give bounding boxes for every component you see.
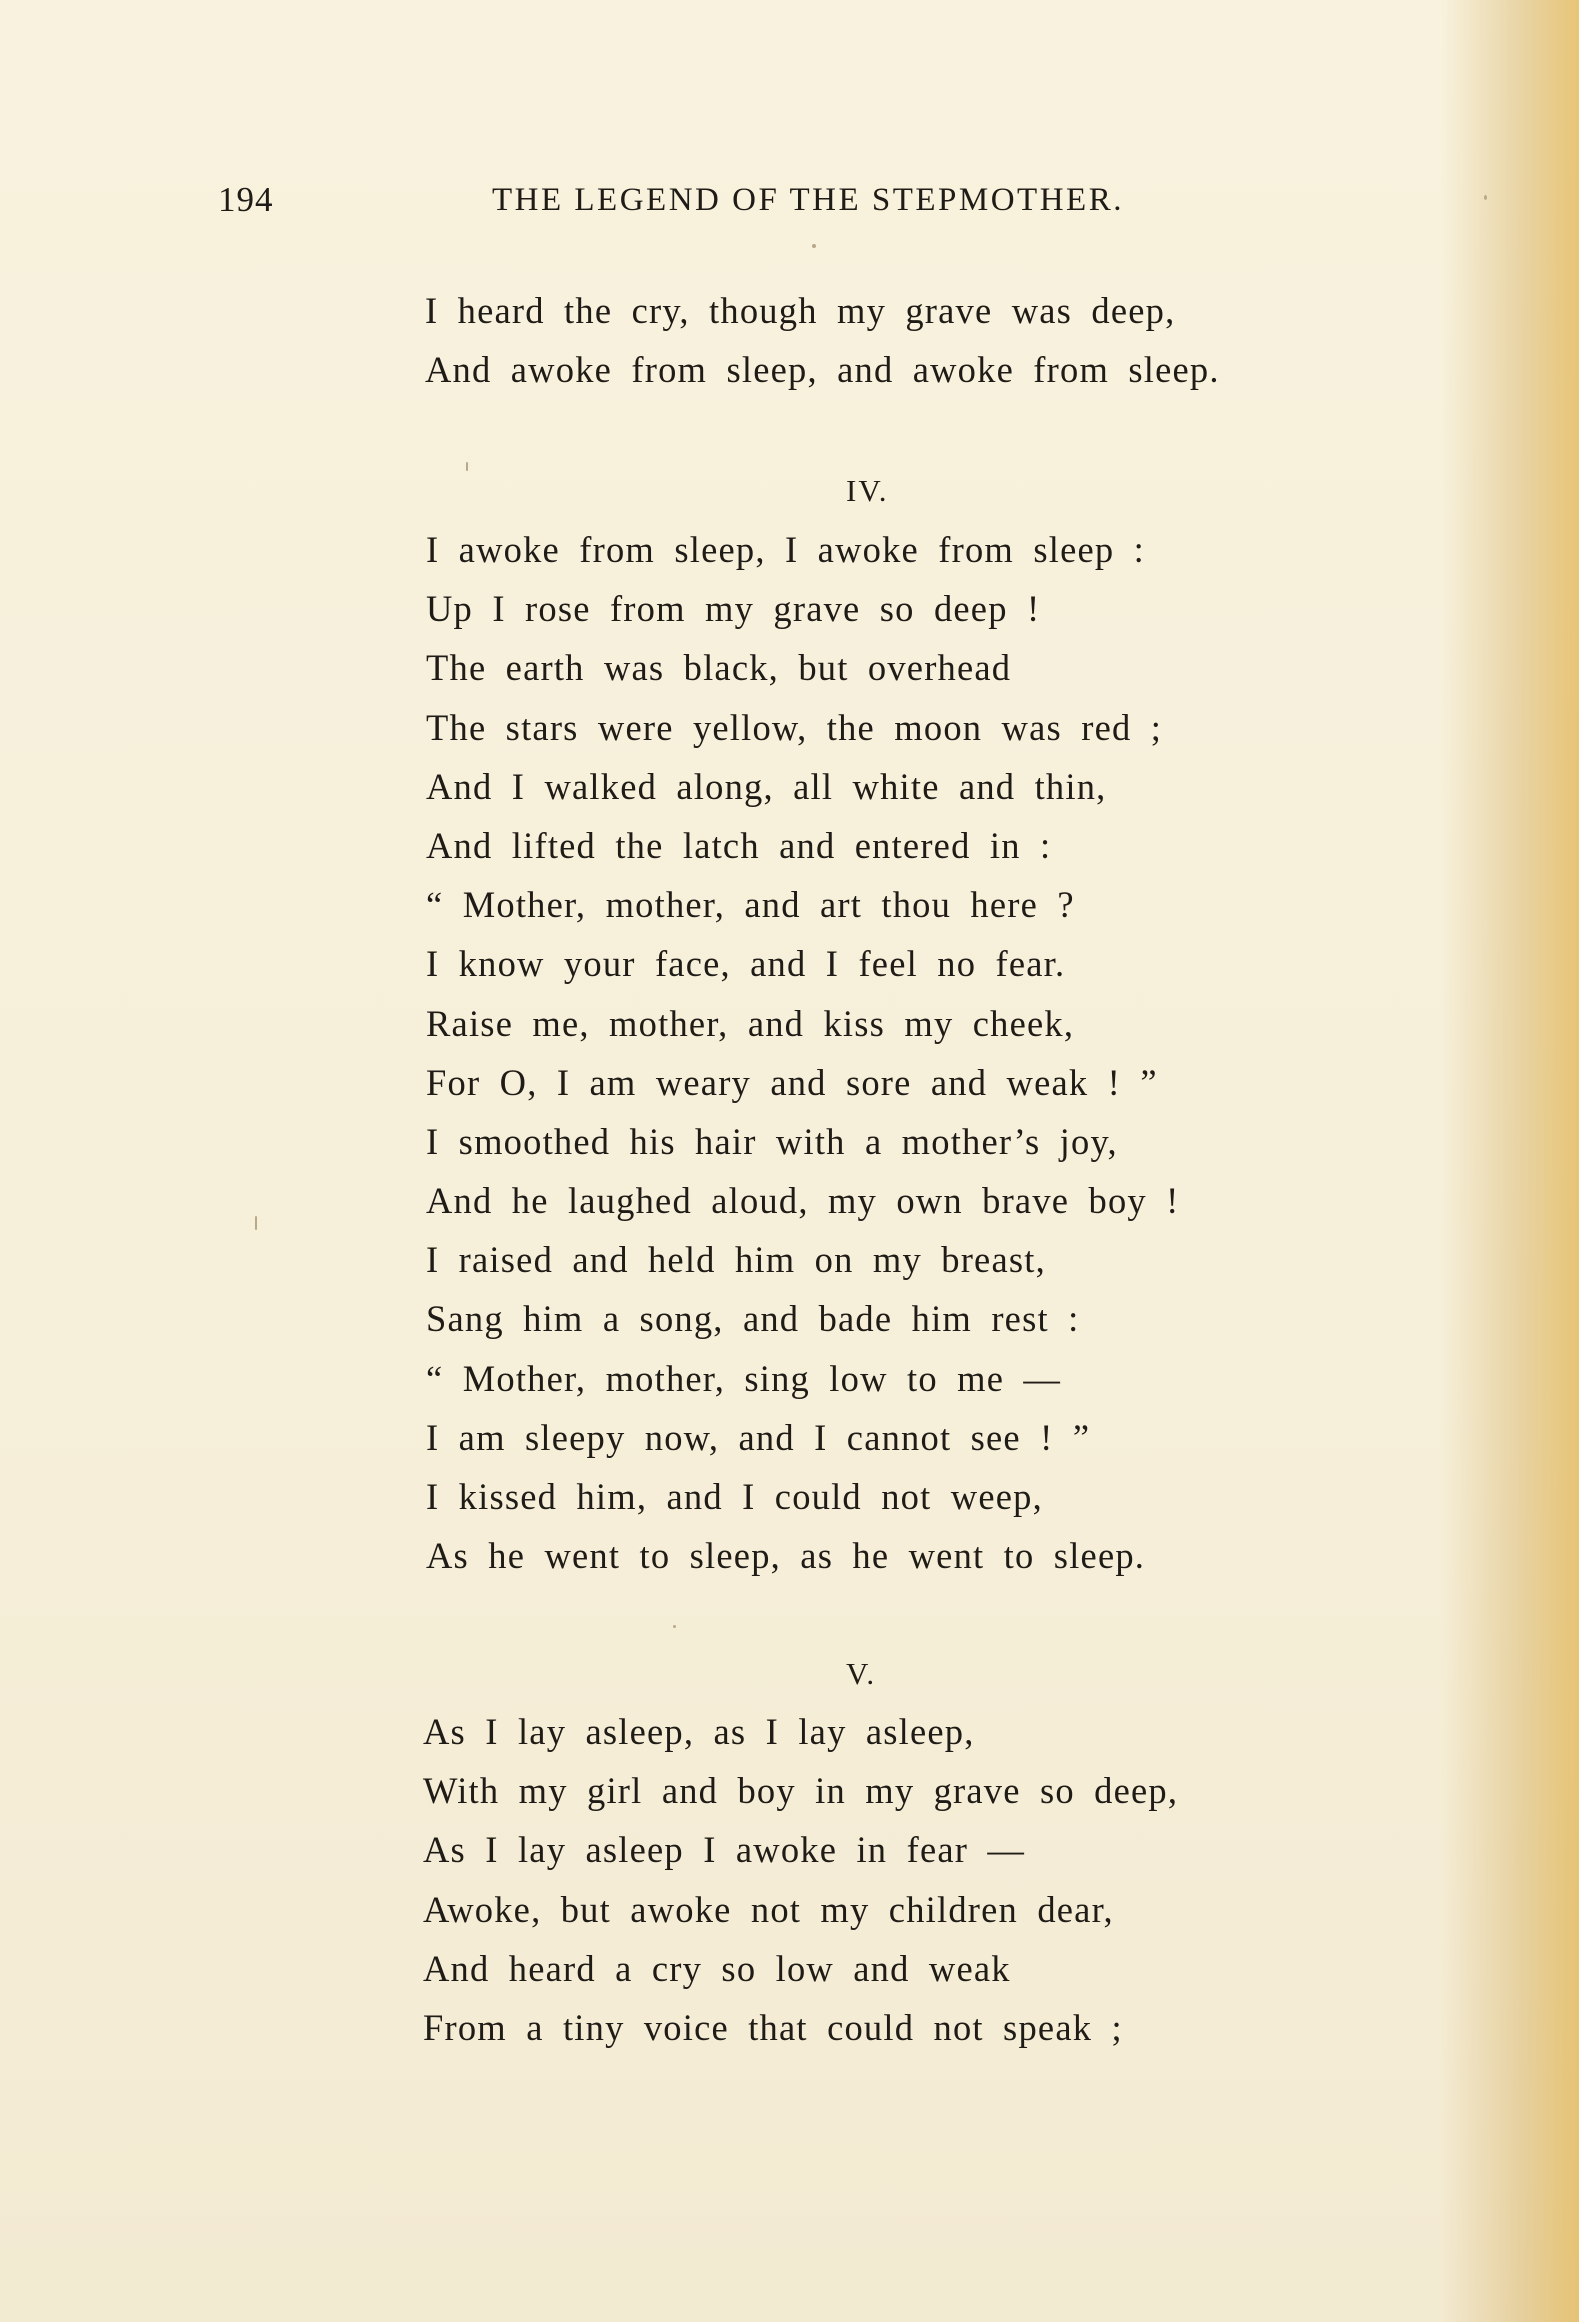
verse-line: For O, I am weary and sore and weak ! ”: [426, 1061, 1158, 1103]
running-title: THE LEGEND OF THE STEPMOTHER.: [492, 182, 1124, 218]
verse-line: I raised and held him on my breast,: [426, 1239, 1046, 1281]
verse-line: I awoke from sleep, I awoke from sleep :: [426, 529, 1145, 570]
verse-line: And he laughed aloud, my own brave boy !: [426, 1180, 1180, 1222]
verse-line: I know your face, and I feel no fear.: [426, 943, 1066, 985]
verse-line: From a tiny voice that could not speak ;: [423, 2006, 1123, 2048]
verse-line: And lifted the latch and entered in :: [426, 824, 1052, 866]
paper-speck: [255, 1216, 257, 1230]
verse-line: As I lay asleep, as I lay asleep,: [423, 1711, 975, 1752]
verse-line: Raise me, mother, and kiss my cheek,: [426, 1002, 1075, 1044]
verse-line: Up I rose from my grave so deep !: [426, 588, 1041, 630]
verse-line: I smoothed his hair with a mother’s joy,: [426, 1120, 1118, 1162]
verse-line: Sang him a song, and bade him rest :: [426, 1298, 1080, 1340]
verse-line: And awoke from sleep, and awoke from sleep.: [425, 349, 1220, 391]
paper-speck: [466, 462, 468, 471]
verse-line: The stars were yellow, the moon was red ;: [426, 706, 1163, 748]
stanza-iv: [426, 520, 1426, 1585]
verse-line: And heard a cry so low and weak: [423, 1947, 1011, 1989]
paper-speck: [1484, 195, 1487, 200]
verse-line: As he went to sleep, as he went to sleep.: [426, 1535, 1146, 1577]
paper-speck: [673, 1625, 676, 1628]
verse-line: As I lay asleep I awoke in fear —: [423, 1829, 1026, 1871]
verse-line: I am sleepy now, and I cannot see ! ”: [426, 1416, 1091, 1458]
section-numeral-iv: IV.: [846, 473, 889, 508]
verse-line: “ Mother, mother, sing low to me —: [426, 1357, 1062, 1399]
stanza-iii-ending: [425, 281, 1425, 399]
verse-line: The earth was black, but overhead: [426, 647, 1012, 689]
paper-speck: [812, 244, 816, 248]
stanza-v: [423, 1702, 1423, 2057]
verse-line: “ Mother, mother, and art thou here ?: [426, 884, 1075, 926]
page-header: [0, 180, 1579, 240]
section-numeral-v: V.: [846, 1656, 877, 1691]
verse-line: With my girl and boy in my grave so deep,: [423, 1770, 1179, 1812]
verse-line: Awoke, but awoke not my children dear,: [423, 1888, 1114, 1930]
page-number: 194: [218, 180, 274, 219]
verse-line: And I walked along, all white and thin,: [426, 765, 1107, 807]
verse-line: I heard the cry, though my grave was deep,: [425, 290, 1176, 331]
verse-line: I kissed him, and I could not weep,: [426, 1476, 1043, 1517]
